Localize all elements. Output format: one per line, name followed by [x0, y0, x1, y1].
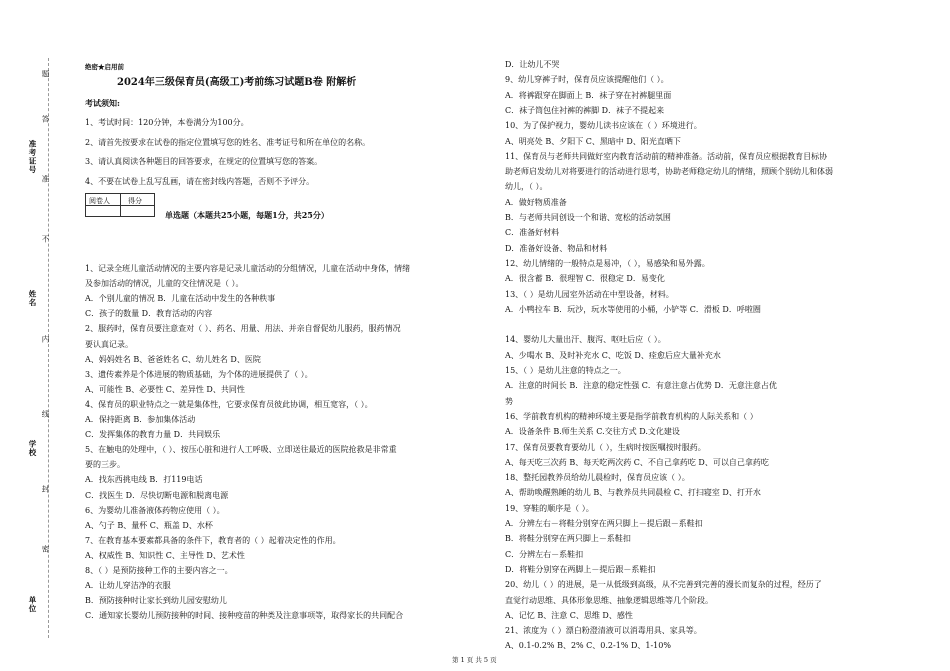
- question-line: 13、（ ）是幼儿园室外活动在中型设备，材料。: [505, 289, 674, 299]
- question-line: 18、整托园教养员给幼儿晨检时，保育员应该（ ）。: [505, 473, 690, 483]
- question-line: A．个别儿童的情况 B．儿童在活动中发生的各种秩事: [85, 294, 276, 304]
- question-line: A、妈妈姓名 B、爸爸姓名 C、幼儿姓名 D、医院: [85, 354, 261, 364]
- question-line: 幼儿，（ ）。: [505, 182, 548, 192]
- instruction-item: 1、考试时间：120分钟，本卷满分为100分。: [85, 118, 249, 127]
- question-line: A、权威性 B、知识性 C、主导性 D、艺术性: [85, 550, 245, 560]
- question-line: 12、幼儿情绪的一般特点是易冲，（ ），易感染和易外露。: [505, 258, 710, 268]
- question-line: 6、为婴幼儿准备液体药物应使用（ ）。: [85, 505, 225, 515]
- section-title: 单选题（本题共25小题，每题1分，共25分）: [165, 210, 329, 220]
- question-line: A．让幼儿穿洁净的衣服: [85, 581, 171, 591]
- question-line: 要的三步。: [85, 460, 125, 470]
- binding-mark-da: 答: [41, 115, 50, 124]
- question-line: A、勺子 B、量杯 C、瓶盖 D、水杯: [85, 520, 213, 530]
- binding-mark-nei: 内: [41, 335, 50, 344]
- secret-label: 绝密★启用前: [85, 63, 124, 71]
- question-line: A．设备条件 B.师生关系 C.交往方式 D.文化建设: [505, 427, 680, 437]
- instruction-item: 3、请认真阅读各种题目的回答要求，在规定的位置填写您的答案。: [85, 157, 323, 166]
- question-line: C．准备好材料: [505, 228, 560, 238]
- binding-mark-zhun: 准: [41, 175, 50, 184]
- question-line: 8、（ ）是预防接种工作的主要内容之一。: [85, 566, 233, 575]
- question-line: A．找东西挑电线 B．打119电话: [85, 475, 203, 485]
- question-line: 3、遗传素养是个体进展的物质基础，为个体的进展提供了（ ）。: [85, 369, 313, 379]
- question-line: D．让幼儿不哭: [505, 60, 560, 69]
- binding-mark-xian: 线: [41, 410, 50, 419]
- question-line: A．将裤跟穿在脚面上 B．袜子穿在衬裤腿里面: [505, 90, 672, 100]
- binding-mark-ti: 题: [41, 70, 50, 79]
- instruction-item: 4、不要在试卷上乱写乱画，请在密封线内答题，否则不予评分。: [85, 177, 315, 186]
- question-line: A．很含蓄 B．很理智 C．很稳定 D．易变化: [505, 274, 665, 284]
- binding-mark-feng: 封: [41, 485, 50, 494]
- binding-mark-bu: 不: [41, 235, 50, 244]
- score-col-score: 得分: [128, 197, 142, 205]
- instruction-item: 2、请首先按要求在试卷的指定位置填写您的姓名、准考证号和所在单位的名称。: [85, 138, 371, 147]
- question-line: 及参加活动的情况，儿童的交往情况是（ ）。: [85, 279, 244, 289]
- question-line: 1、记录全班儿童活动情况的主要内容是记录儿童活动的分组情况，儿童在活动中身体，情绪: [85, 264, 411, 273]
- question-line: 21、浓度为（ ）漂白粉澄清液可以消毒用具、家具等。: [505, 626, 702, 636]
- question-line: 助老师启发幼儿对将要进行的活动进行思考，协助老师稳定幼儿的情绪，照顾个别幼儿和体弱: [505, 167, 833, 177]
- question-line: 5、在触电的处理中，（ ）、按压心脏和进行人工呼吸、立即送往最近的医院抢救是非常重: [85, 445, 397, 455]
- question-line: D．准备好设备、物品和材料: [505, 243, 608, 253]
- question-line: A、记忆 B、注意 C、思维 D、感性: [505, 610, 633, 620]
- question-line: C．袜子筒包住衬裤的裤脚 D．袜子不提起来: [505, 105, 665, 115]
- question-line: C．找医生 D．尽快切断电源和脱离电源: [85, 490, 229, 500]
- question-line: A．分辨左右－将鞋分别穿在两只脚上－提后跟－系鞋扣: [505, 519, 703, 528]
- question-line: 4、保育员的职业特点之一就是集体性，它要求保育员彼此协调，相互宽容，（ ）。: [85, 399, 373, 409]
- question-line: A．小鸭拉车 B．玩沙，玩水等使用的小桶，小铲等 C．滑板 D．呼啦圈: [505, 304, 761, 314]
- question-line: A、帮助唤醒熟睡的幼儿 B、与教养员共同晨检 C、打扫寝室 D、打开水: [505, 488, 761, 498]
- instructions-heading: 考试须知:: [85, 98, 120, 108]
- question-line: 14、婴幼儿大量出汗、腹泻、呕吐后应（ ）。: [505, 335, 666, 345]
- question-line: A．注意的时间长 B．注意的稳定性强 C．有意注意占优势 D．无意注意占优: [505, 381, 777, 391]
- question-line: 15、（ ）是幼儿注意的特点之一。: [505, 366, 626, 375]
- question-line: A、少喝水 B、及时补充水 C、吃饭 D、痊愈后应大量补充水: [505, 350, 721, 360]
- question-line: 直觉行动思维、具体形象思维、抽象逻辑思维等几个阶段。: [505, 595, 713, 605]
- question-line: C．分辨左右－系鞋扣: [505, 549, 584, 559]
- question-line: 16、学前教育机构的精神环境主要是指学前教育机构的人际关系和（ ）: [505, 411, 758, 421]
- page-footer: 第 1 页 共 5 页: [452, 656, 497, 664]
- question-line: 要认真记录。: [85, 339, 133, 349]
- score-table: [85, 193, 155, 217]
- binding-label-xuexiao: 学校: [28, 440, 37, 457]
- page-title: 2024年三级保育员(高级工)考前练习试题B卷 附解析: [117, 77, 357, 88]
- question-line: B．将鞋分别穿在两只脚上－系鞋扣: [505, 534, 631, 544]
- binding-label-xingming: 姓名: [28, 290, 37, 307]
- question-line: A、每天吃三次药 B、每天吃两次药 C、不自己拿药吃 D、可以自己拿药吃: [505, 457, 769, 467]
- question-line: A、可能性 B、必要性 C、差异性 D、共同性: [85, 384, 245, 394]
- binding-label-zhunkao: 准考证号: [28, 140, 37, 174]
- question-line: A、明亮处 B、夕阳下 C、黑暗中 D、阳光直晒下: [505, 136, 681, 146]
- binding-label-danwei: 单位: [28, 596, 37, 613]
- question-line: A．保持距离 B．参加集体活动: [85, 415, 196, 424]
- question-line: 19、穿鞋的顺序是（ ）。: [505, 503, 594, 513]
- question-line: 2、服药时，保育员要注意查对（ ）、药名、用量、用法、并亲自督促幼儿服药，服药情况: [85, 324, 401, 334]
- question-line: 10、为了保护视力，婴幼儿读书应该在（ ）环境进行。: [505, 121, 702, 131]
- question-line: 9、幼儿穿裤子时，保育员应该提醒他们（ ）。: [505, 75, 669, 85]
- question-line: 11、保育员与老师共同做好室内教育活动前的精神准备。活动前，保育员应根据教育目标协: [505, 151, 828, 161]
- question-line: 7、在教育基本要素都具备的条件下，教育者的（ ）起着决定性的作用。: [85, 535, 341, 545]
- score-col-reviewer: 阅卷人: [89, 197, 110, 205]
- question-line: C．发挥集体的教育力量 D．共同娱乐: [85, 430, 221, 440]
- question-line: A、0.1-0.2% B、2% C、0.2-1% D、1-10%: [505, 641, 671, 651]
- question-line: 20、幼儿（ ）的进展，是一从低级到高级，从不完善到完善的漫长而复杂的过程，经历了: [505, 580, 822, 590]
- question-line: 17、保育员要教育要幼儿（ ），生病时按医嘱按时服药。: [505, 442, 706, 452]
- question-line: A．做好物质准备: [505, 197, 567, 207]
- question-line: B．与老师共同创设一个和谐、宽松的活动氛围: [505, 213, 671, 222]
- question-line: 势: [505, 396, 513, 406]
- question-line: B．预防接种时让家长到幼儿园安慰幼儿: [85, 596, 227, 606]
- binding-mark-mi: 密: [41, 545, 50, 554]
- question-line: C．通知家长婴幼儿预防接种的时间、接种疫苗的种类及注意事项等，取得家长的共同配合: [85, 611, 404, 621]
- question-line: D．将鞋分别穿在两脚上－提后跟－系鞋扣: [505, 564, 656, 574]
- question-line: C．孩子的数量 D．教育活动的内容: [85, 309, 213, 319]
